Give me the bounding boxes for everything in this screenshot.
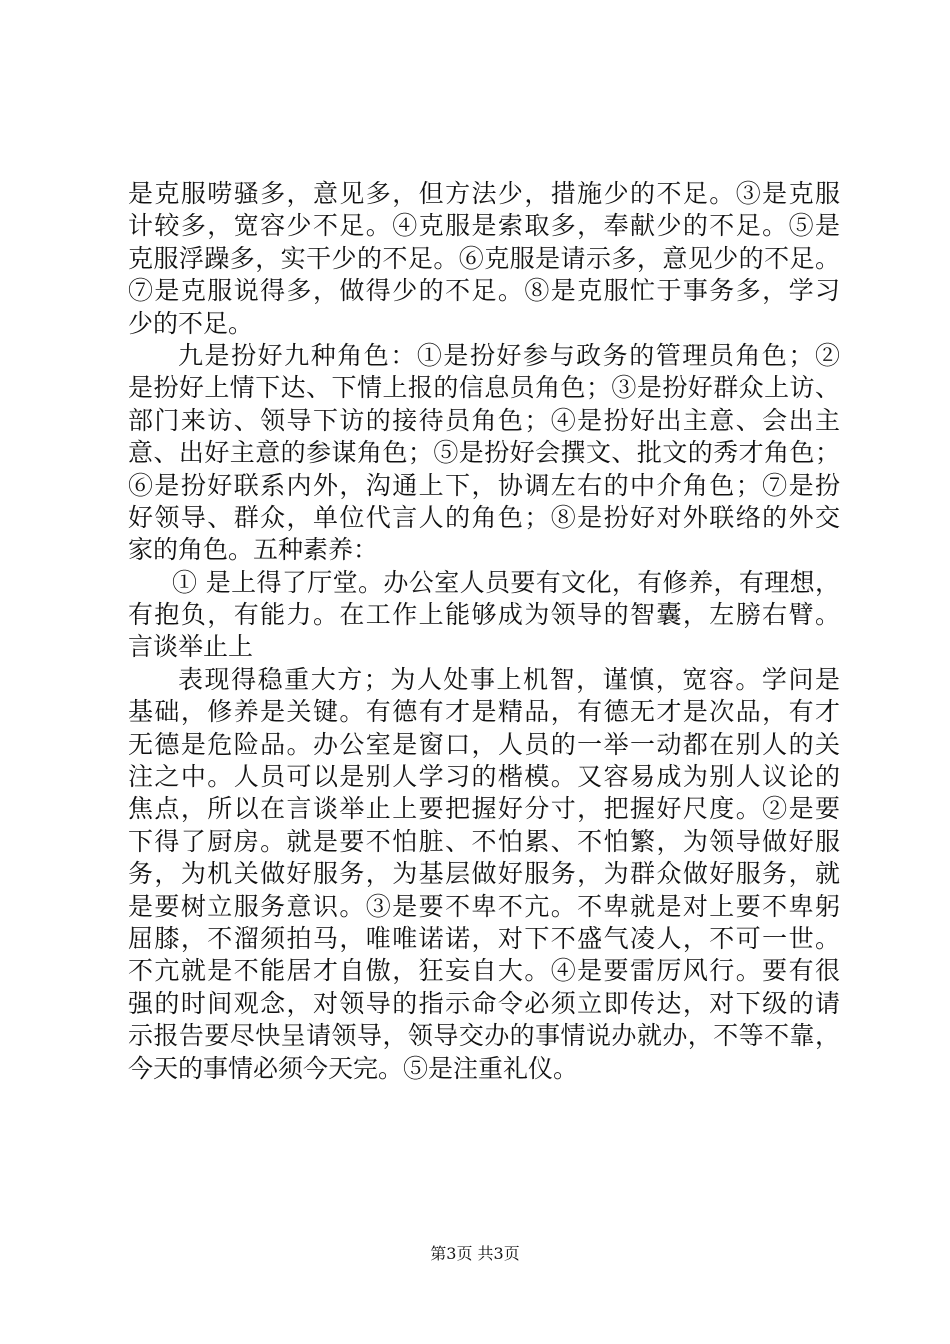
text-line: 计较多，宽容少不足。④克服是索取多，奉献少的不足。⑤是 — [128, 211, 840, 241]
text-line: 注之中。人员可以是别人学习的楷模。又容易成为别人议论的 — [128, 762, 840, 792]
text-line: 克服浮躁多，实干少的不足。⑥克服是请示多，意见少的不足。 — [128, 243, 840, 273]
text-line: ⑦是克服说得多，做得少的不足。⑧是克服忙于事务多，学习 — [128, 276, 840, 306]
text-line: 下得了厨房。就是要不怕脏、不怕累、不怕繁，为领导做好服 — [128, 826, 840, 856]
text-line: 好领导、群众，单位代言人的角色；⑧是扮好对外联络的外交 — [128, 502, 840, 532]
text-line: 是扮好上情下达、下情上报的信息员角色；③是扮好群众上访、 — [128, 373, 840, 403]
paragraph-first-line: 表现得稳重大方；为人处事上机智，谨慎，宽容。学问是 — [178, 664, 840, 694]
text-line: 强的时间观念，对领导的指示命令必须立即传达，对下级的请 — [128, 988, 840, 1018]
text-line: 部门来访、领导下访的接待员角色；④是扮好出主意、会出主 — [128, 405, 840, 435]
text-line: 言谈举止上 — [128, 632, 254, 662]
document-body — [128, 178, 840, 1085]
text-line: 意、出好主意的参谋角色；⑤是扮好会撰文、批文的秀才角色； — [128, 438, 840, 468]
text-line: 家的角色。五种素养： — [128, 535, 379, 565]
paragraph-first-line: 九是扮好九种角色：①是扮好参与政务的管理员角色；② — [178, 340, 840, 370]
page-footer — [0, 1244, 950, 1264]
text-line: 焦点，所以在言谈举止上要把握好分寸，把握好尺度。②是要 — [128, 794, 840, 824]
text-line: 无德是危险品。办公室是窗口，人员的一举一动都在别人的关 — [128, 729, 840, 759]
text-line: 不亢就是不能居才自傲，狂妄自大。④是要雷厉风行。要有很 — [128, 956, 840, 986]
text-line: 基础，修养是关键。有德有才是精品，有德无才是次品，有才 — [128, 697, 840, 727]
text-line: 务，为机关做好服务，为基层做好服务，为群众做好服务，就 — [128, 859, 840, 889]
text-line: ⑥是扮好联系内外，沟通上下，协调左右的中介角色；⑦是扮 — [128, 470, 840, 500]
text-line: 有抱负，有能力。在工作上能够成为领导的智囊，左膀右臂。 — [128, 600, 840, 630]
text-line: 今天的事情必须今天完。⑤是注重礼仪。 — [128, 1053, 579, 1083]
text-line: 少的不足。 — [128, 308, 254, 338]
paragraph-first-line: ① 是上得了厅堂。办公室人员要有文化，有修养，有理想， — [172, 567, 840, 597]
page-number-label: 第3页 共3页 — [430, 1244, 520, 1263]
text-line: 是克服唠骚多，意见多，但方法少，措施少的不足。③是克服 — [128, 179, 840, 208]
text-line: 示报告要尽快呈请领导，领导交办的事情说办就办，不等不靠， — [128, 1021, 840, 1051]
text-line: 屈膝，不溜须拍马，唯唯诺诺，对下不盛气凌人，不可一世。 — [128, 923, 840, 953]
text-line: 是要树立服务意识。③是要不卑不亢。不卑就是对上要不卑躬 — [128, 891, 840, 921]
